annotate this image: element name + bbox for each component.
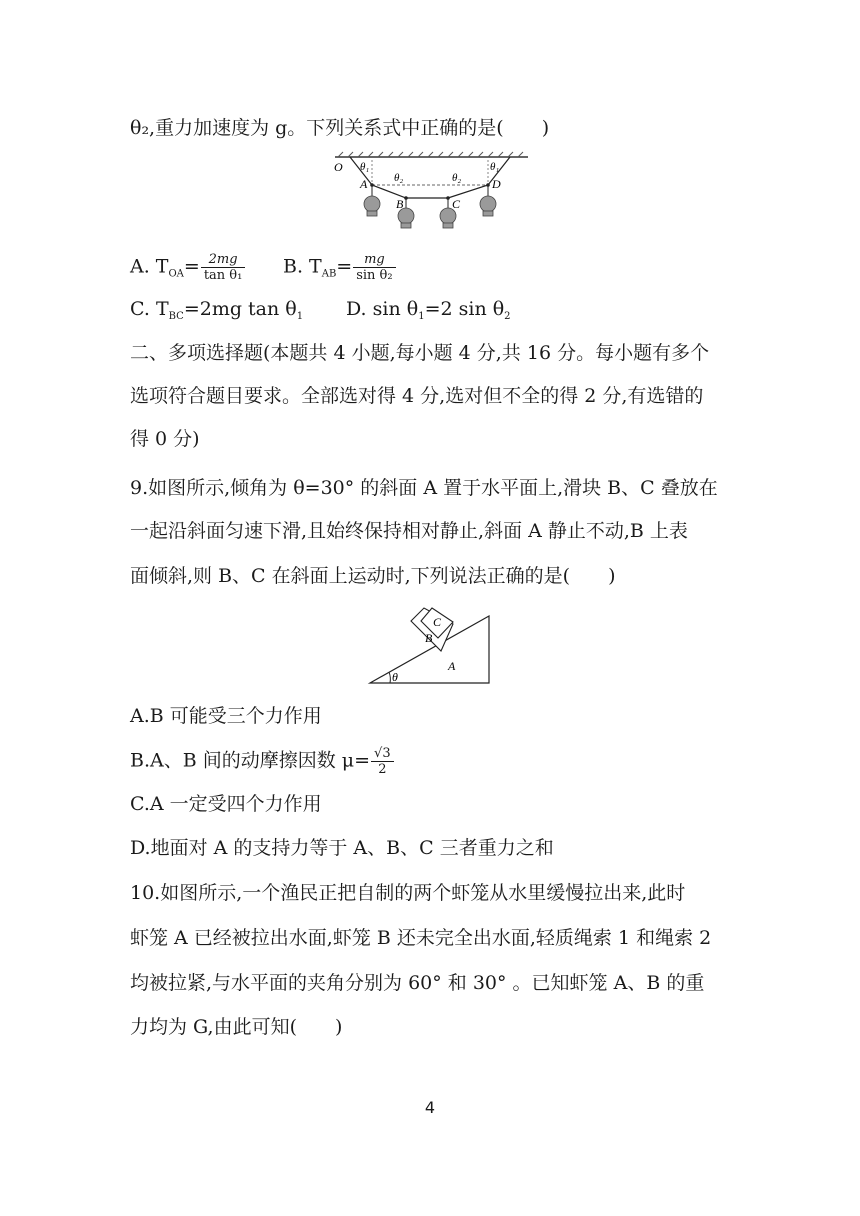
q9-option-c: C.A 一定受四个力作用 [130, 793, 322, 815]
q8-option-c: C. $T_{BC}=2mg$ $\tan \theta_1$ [130, 298, 304, 322]
page-number: 4 [424, 1098, 436, 1117]
q9-option-b: B.A、B 间的动摩擦因数 μ= $\frac{√3}{2}$ [130, 746, 394, 777]
q8-option-d: D. $\sin \theta_1=2$ $\sin \theta_2$ [346, 298, 511, 322]
label-theta1-right: θ₁ [490, 161, 500, 173]
label-c: C [433, 615, 442, 629]
label-b: B [425, 631, 433, 645]
q9-line3: 面倾斜,则 B、C 在斜面上运动时,下列说法正确的是( ) [130, 565, 616, 587]
label-a: A [360, 177, 368, 191]
q10-line2: 虾笼 A 已经被拉出水面,虾笼 B 还未完全出水面,轻质绳索 1 和绳索 2 [130, 927, 712, 949]
label-theta2-left: θ₂ [394, 172, 404, 184]
q9-line2: 一起沿斜面匀速下滑,且始终保持相对静止,斜面 A 静止不动,B 上表 [130, 520, 688, 542]
q8-figure [330, 150, 530, 236]
q9-line1: 9.如图所示,倾角为 θ=30° 的斜面 A 置于水平面上,滑块 B、C 叠放在 [130, 477, 718, 499]
label-a: A [448, 659, 456, 673]
q9-option-a: A.B 可能受三个力作用 [130, 705, 322, 727]
q8-stem-tail: θ₂,重力加速度为 g。下列关系式中正确的是( ) [130, 117, 550, 139]
label-c: C [452, 197, 461, 211]
q10-line3: 均被拉紧,与水平面的夹角分别为 60° 和 30° 。已知虾笼 A、B 的重 [130, 972, 705, 994]
label-d: D [492, 177, 501, 191]
label-theta1-left: θ₁ [360, 161, 370, 173]
label-b: B [396, 197, 404, 211]
label-theta: θ [392, 670, 398, 684]
q8-option-a: A. $T_{OA}=$ $\frac{2mg}{\text{tan θ₁}}$ [130, 252, 245, 288]
label-theta2-right: θ₂ [452, 172, 462, 184]
q9-figure [366, 604, 496, 688]
section2-line2: 选项符合题目要求。全部选对得 4 分,选对但不全的得 2 分,有选错的 [130, 385, 704, 407]
section2-line3: 得 0 分) [130, 428, 200, 450]
section2-line1: 二、多项选择题(本题共 4 小题,每小题 4 分,共 16 分。每小题有多个 [130, 342, 710, 364]
q8-option-b: B. $T_{AB}=$ $\frac{mg}{\text{sin θ₂}}$ [283, 252, 396, 288]
q10-line4: 力均为 G,由此可知( ) [130, 1016, 343, 1038]
q9-option-d: D.地面对 A 的支持力等于 A、B、C 三者重力之和 [130, 837, 554, 859]
q10-line1: 10.如图所示,一个渔民正把自制的两个虾笼从水里缓慢拉出来,此时 [130, 882, 686, 904]
label-o: O [334, 160, 343, 174]
